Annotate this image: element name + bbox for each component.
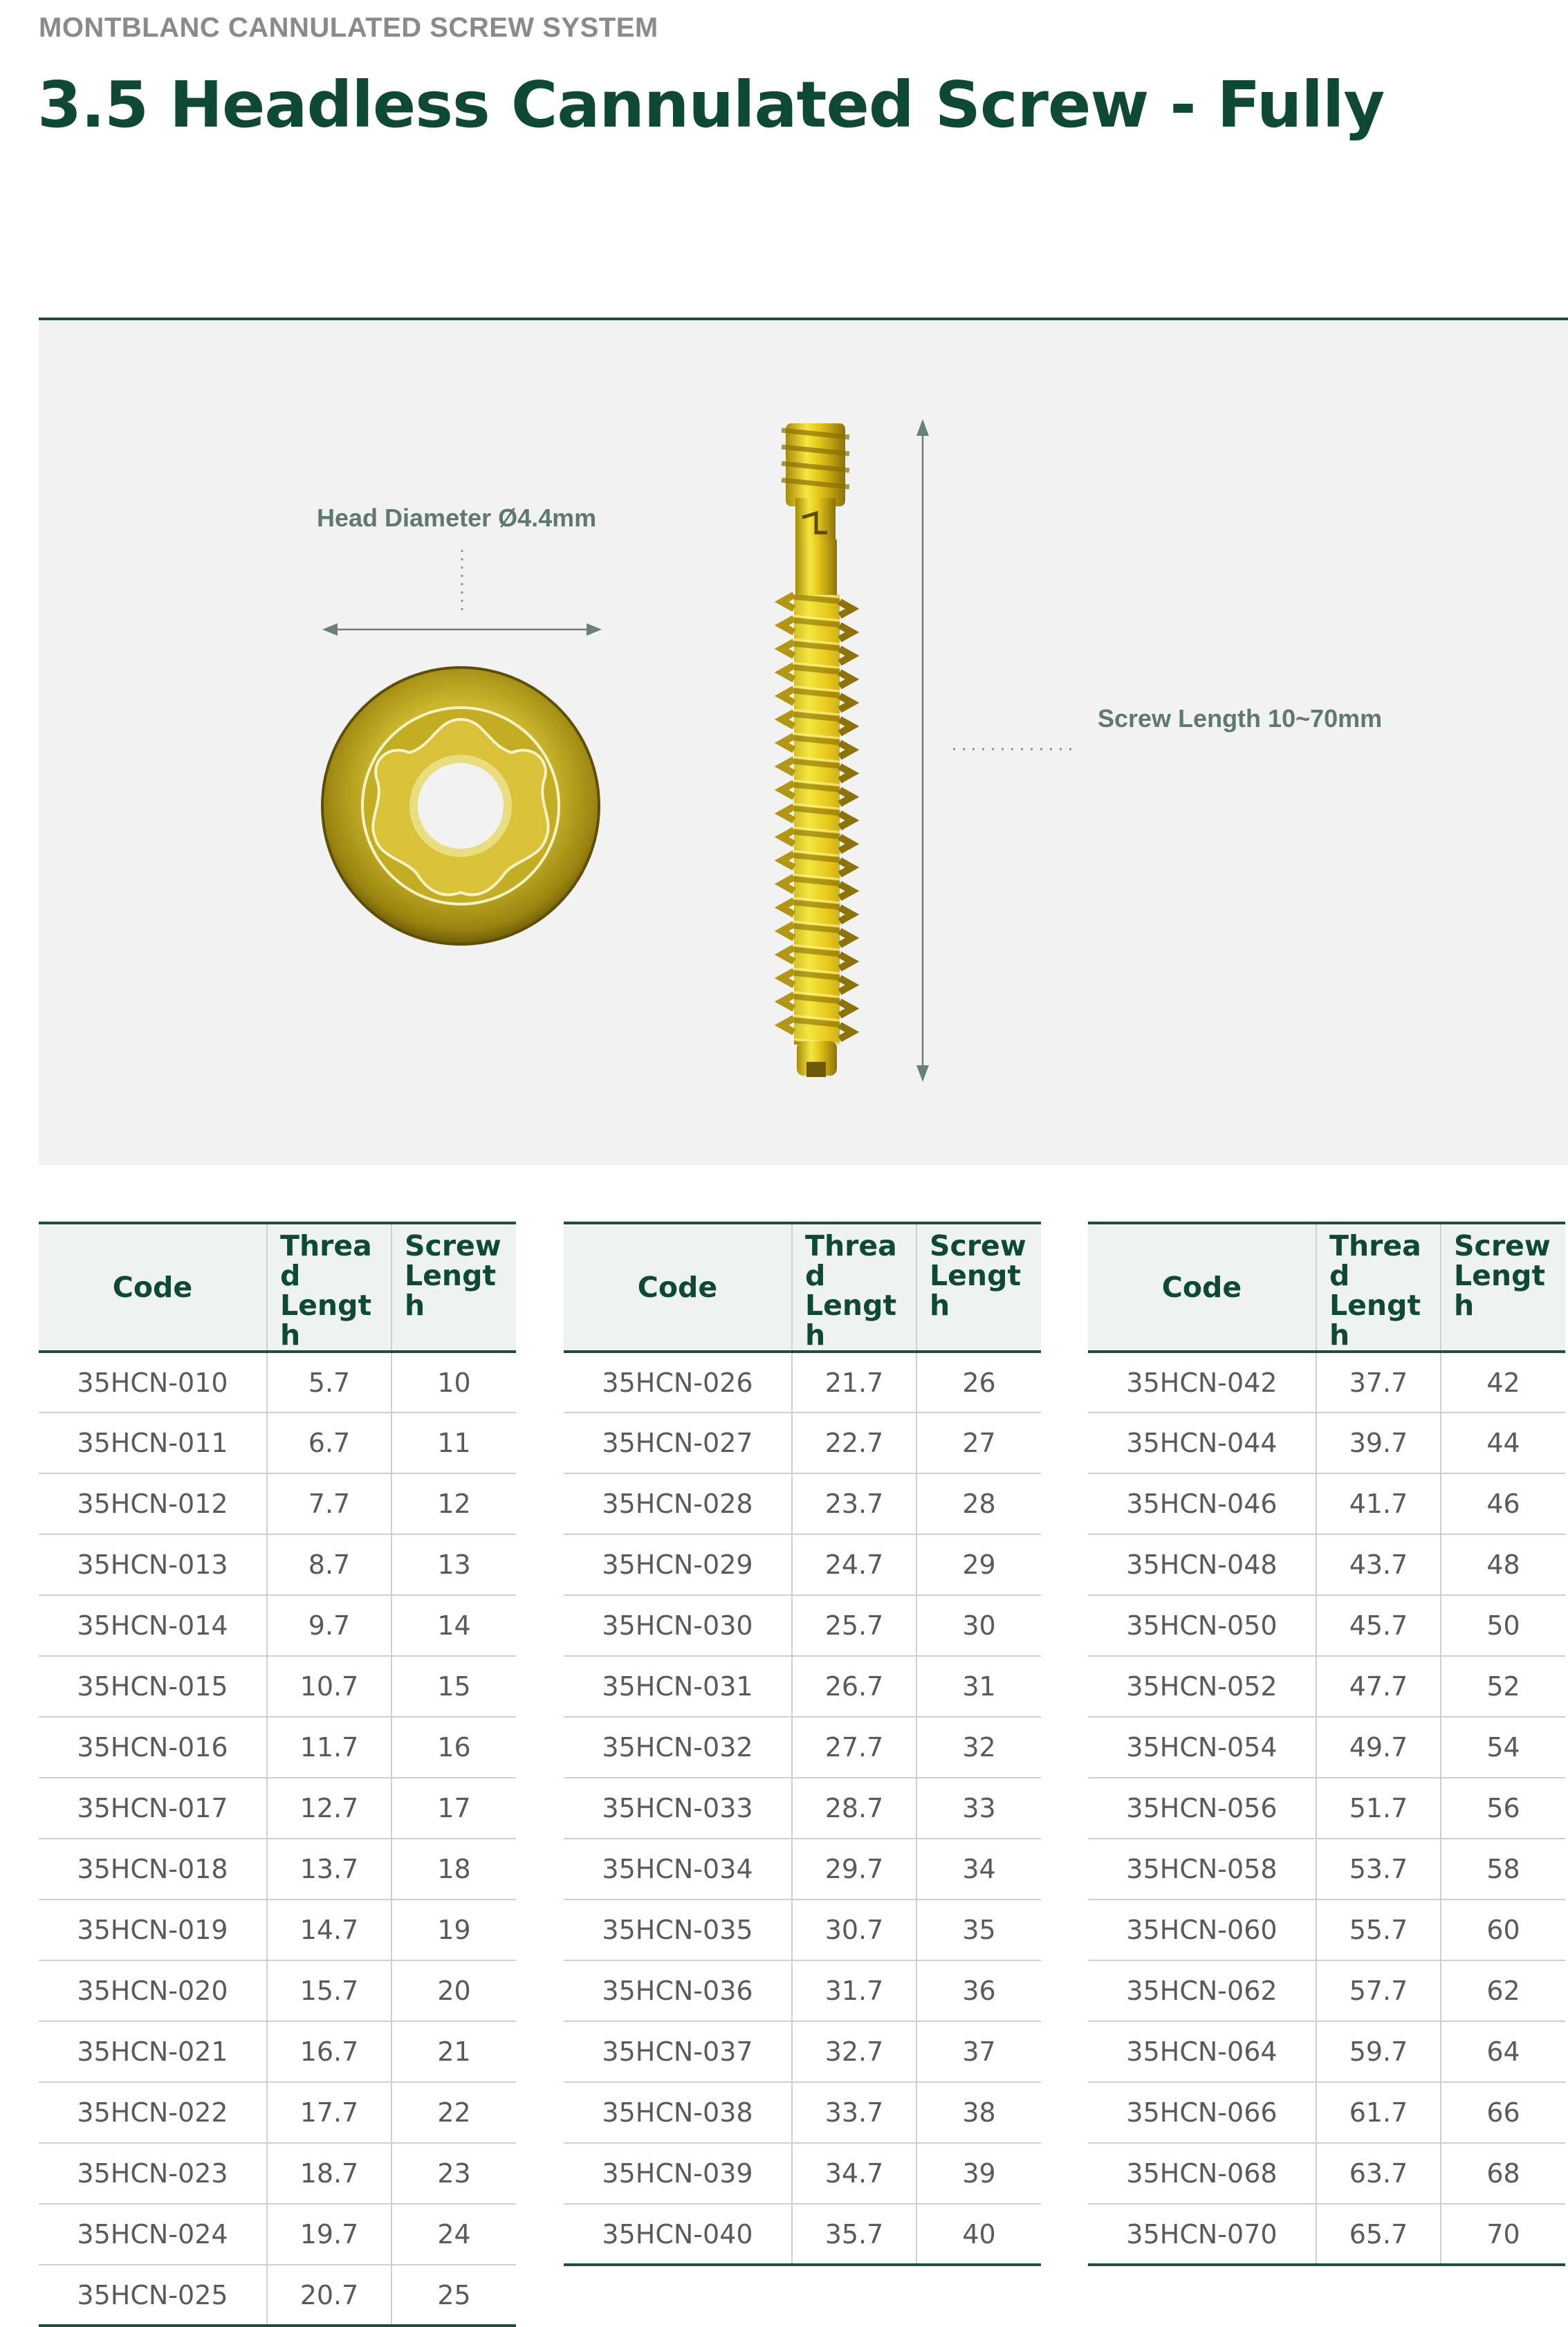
cell-screw-length: 28 xyxy=(916,1473,1041,1534)
table-row xyxy=(39,1534,516,1595)
size-table-1 xyxy=(39,1222,516,2327)
cell-code: 35HCN-066 xyxy=(1088,2082,1316,2143)
cell-thread-length: 61.7 xyxy=(1316,2082,1441,2143)
table-row xyxy=(39,2143,516,2204)
cell-code: 35HCN-027 xyxy=(564,1413,792,1473)
size-table-3 xyxy=(1088,1222,1565,2266)
cell-thread-length: 18.7 xyxy=(267,2143,391,2204)
cell-screw-length: 15 xyxy=(391,1656,516,1717)
cell-code: 35HCN-023 xyxy=(39,2143,267,2204)
table-row xyxy=(1088,1778,1565,1839)
table-row xyxy=(39,1839,516,1900)
cell-screw-length: 44 xyxy=(1441,1413,1565,1473)
cell-thread-length: 20.7 xyxy=(267,2265,391,2326)
cell-screw-length: 34 xyxy=(916,1839,1041,1900)
column-header-thread-length: Threa d Lengt h xyxy=(1316,1223,1441,1352)
cell-thread-length: 59.7 xyxy=(1316,2021,1441,2082)
cell-code: 35HCN-058 xyxy=(1088,1839,1316,1900)
cell-thread-length: 53.7 xyxy=(1316,1839,1441,1900)
table-row xyxy=(564,1717,1041,1778)
table-row xyxy=(564,1473,1041,1534)
cell-screw-length: 68 xyxy=(1441,2143,1565,2204)
cell-thread-length: 41.7 xyxy=(1316,1473,1441,1534)
cell-thread-length: 6.7 xyxy=(267,1413,391,1473)
table-row xyxy=(39,1473,516,1534)
cell-code: 35HCN-021 xyxy=(39,2021,267,2082)
table-row xyxy=(564,1352,1041,1413)
column-header-code: Code xyxy=(39,1223,267,1352)
cell-screw-length: 32 xyxy=(916,1717,1041,1778)
cell-screw-length: 26 xyxy=(916,1352,1041,1413)
cell-thread-length: 14.7 xyxy=(267,1900,391,1960)
cell-screw-length: 42 xyxy=(1441,1352,1565,1413)
cell-screw-length: 10 xyxy=(391,1352,516,1413)
cell-code: 35HCN-030 xyxy=(564,1595,792,1656)
cell-screw-length: 66 xyxy=(1441,2082,1565,2143)
head-diameter-dimension xyxy=(322,550,602,636)
column-header-screw-length: Screw Lengt h xyxy=(916,1223,1041,1352)
cell-code: 35HCN-040 xyxy=(564,2204,792,2265)
cell-thread-length: 10.7 xyxy=(267,1656,391,1717)
cell-code: 35HCN-060 xyxy=(1088,1900,1316,1960)
column-header-thread-length: Threa d Lengt h xyxy=(267,1223,391,1352)
cell-thread-length: 13.7 xyxy=(267,1839,391,1900)
cell-screw-length: 56 xyxy=(1441,1778,1565,1839)
cell-screw-length: 22 xyxy=(391,2082,516,2143)
cell-thread-length: 28.7 xyxy=(792,1778,916,1839)
cell-screw-length: 30 xyxy=(916,1595,1041,1656)
table-row xyxy=(1088,2204,1565,2265)
cell-thread-length: 15.7 xyxy=(267,1960,391,2021)
cell-thread-length: 32.7 xyxy=(792,2021,916,2082)
cell-code: 35HCN-062 xyxy=(1088,1960,1316,2021)
column-header-screw-length: Screw Lengt h xyxy=(391,1223,516,1352)
table-row xyxy=(1088,1473,1565,1534)
table-row xyxy=(1088,1352,1565,1413)
table-row xyxy=(564,2021,1041,2082)
table-row xyxy=(564,1900,1041,1960)
table-row xyxy=(564,1595,1041,1656)
cell-screw-length: 19 xyxy=(391,1900,516,1960)
cell-thread-length: 57.7 xyxy=(1316,1960,1441,2021)
table-row xyxy=(564,2082,1041,2143)
cell-code: 35HCN-033 xyxy=(564,1778,792,1839)
table-row xyxy=(39,1900,516,1960)
table-row xyxy=(39,1352,516,1413)
cell-code: 35HCN-034 xyxy=(564,1839,792,1900)
screw-length-label: Screw Length 10~70mm xyxy=(1098,704,1383,733)
cell-screw-length: 27 xyxy=(916,1413,1041,1473)
table-row xyxy=(564,1839,1041,1900)
table-row xyxy=(564,1960,1041,2021)
table-row xyxy=(39,1413,516,1473)
cell-screw-length: 13 xyxy=(391,1534,516,1595)
cell-screw-length: 17 xyxy=(391,1778,516,1839)
cell-thread-length: 26.7 xyxy=(792,1656,916,1717)
cell-thread-length: 19.7 xyxy=(267,2204,391,2265)
cell-screw-length: 52 xyxy=(1441,1656,1565,1717)
table-row xyxy=(1088,1413,1565,1473)
cell-code: 35HCN-015 xyxy=(39,1656,267,1717)
table-row xyxy=(1088,2143,1565,2204)
cell-code: 35HCN-013 xyxy=(39,1534,267,1595)
cell-screw-length: 40 xyxy=(916,2204,1041,2265)
cell-thread-length: 24.7 xyxy=(792,1534,916,1595)
table-header-row xyxy=(39,1223,516,1352)
cell-code: 35HCN-031 xyxy=(564,1656,792,1717)
column-header-thread-length: Threa d Lengt h xyxy=(792,1223,916,1352)
cell-code: 35HCN-012 xyxy=(39,1473,267,1534)
cell-thread-length: 39.7 xyxy=(1316,1413,1441,1473)
table-row xyxy=(1088,1839,1565,1900)
table-row xyxy=(39,2204,516,2265)
cell-code: 35HCN-046 xyxy=(1088,1473,1316,1534)
table-row xyxy=(39,2265,516,2326)
cell-thread-length: 34.7 xyxy=(792,2143,916,2204)
brand-label: MONTBLANC CANNULATED SCREW SYSTEM xyxy=(39,12,658,43)
cell-thread-length: 47.7 xyxy=(1316,1656,1441,1717)
cell-thread-length: 29.7 xyxy=(792,1839,916,1900)
cell-code: 35HCN-019 xyxy=(39,1900,267,1960)
table-row xyxy=(564,1413,1041,1473)
cell-thread-length: 49.7 xyxy=(1316,1717,1441,1778)
table-row xyxy=(564,2204,1041,2265)
cell-code: 35HCN-011 xyxy=(39,1413,267,1473)
table-row xyxy=(1088,1900,1565,1960)
size-table-2 xyxy=(564,1222,1041,2266)
table-row xyxy=(39,1778,516,1839)
table-row xyxy=(1088,2021,1565,2082)
cell-screw-length: 39 xyxy=(916,2143,1041,2204)
table-row xyxy=(1088,1534,1565,1595)
cell-thread-length: 51.7 xyxy=(1316,1778,1441,1839)
cell-code: 35HCN-050 xyxy=(1088,1595,1316,1656)
column-header-screw-length: Screw Lengt h xyxy=(1441,1223,1565,1352)
cell-screw-length: 35 xyxy=(916,1900,1041,1960)
table-row xyxy=(1088,2082,1565,2143)
cell-thread-length: 7.7 xyxy=(267,1473,391,1534)
cell-code: 35HCN-048 xyxy=(1088,1534,1316,1595)
cell-screw-length: 36 xyxy=(916,1960,1041,2021)
cell-screw-length: 23 xyxy=(391,2143,516,2204)
cell-thread-length: 22.7 xyxy=(792,1413,916,1473)
cell-screw-length: 70 xyxy=(1441,2204,1565,2265)
cell-screw-length: 46 xyxy=(1441,1473,1565,1534)
cell-code: 35HCN-018 xyxy=(39,1839,267,1900)
cell-thread-length: 12.7 xyxy=(267,1778,391,1839)
cell-code: 35HCN-032 xyxy=(564,1717,792,1778)
cell-code: 35HCN-025 xyxy=(39,2265,267,2326)
cell-code: 35HCN-042 xyxy=(1088,1352,1316,1413)
cell-code: 35HCN-022 xyxy=(39,2082,267,2143)
cell-thread-length: 25.7 xyxy=(792,1595,916,1656)
cell-screw-length: 60 xyxy=(1441,1900,1565,1960)
table-header-row xyxy=(564,1223,1041,1352)
cell-code: 35HCN-039 xyxy=(564,2143,792,2204)
cell-thread-length: 63.7 xyxy=(1316,2143,1441,2204)
table-row xyxy=(564,1656,1041,1717)
cell-screw-length: 50 xyxy=(1441,1595,1565,1656)
cell-thread-length: 45.7 xyxy=(1316,1595,1441,1656)
table-row xyxy=(564,1534,1041,1595)
table-row xyxy=(1088,1595,1565,1656)
cell-thread-length: 17.7 xyxy=(267,2082,391,2143)
cell-screw-length: 62 xyxy=(1441,1960,1565,2021)
cell-code: 35HCN-010 xyxy=(39,1352,267,1413)
cell-thread-length: 11.7 xyxy=(267,1717,391,1778)
screw-side-view xyxy=(782,423,852,1077)
table-row xyxy=(39,1595,516,1656)
cell-thread-length: 65.7 xyxy=(1316,2204,1441,2265)
cell-code: 35HCN-017 xyxy=(39,1778,267,1839)
cell-code: 35HCN-070 xyxy=(1088,2204,1316,2265)
cell-screw-length: 29 xyxy=(916,1534,1041,1595)
cell-code: 35HCN-054 xyxy=(1088,1717,1316,1778)
head-diameter-label: Head Diameter Ø4.4mm xyxy=(317,504,597,532)
cell-code: 35HCN-064 xyxy=(1088,2021,1316,2082)
cell-screw-length: 48 xyxy=(1441,1534,1565,1595)
cell-screw-length: 11 xyxy=(391,1413,516,1473)
cell-screw-length: 38 xyxy=(916,2082,1041,2143)
table-row xyxy=(39,2082,516,2143)
cell-thread-length: 31.7 xyxy=(792,1960,916,2021)
cell-screw-length: 20 xyxy=(391,1960,516,2021)
table-row xyxy=(564,1778,1041,1839)
table-row xyxy=(39,2021,516,2082)
cell-code: 35HCN-044 xyxy=(1088,1413,1316,1473)
table-header-row xyxy=(1088,1223,1565,1352)
cell-code: 35HCN-056 xyxy=(1088,1778,1316,1839)
cell-code: 35HCN-028 xyxy=(564,1473,792,1534)
cell-code: 35HCN-037 xyxy=(564,2021,792,2082)
cell-code: 35HCN-052 xyxy=(1088,1656,1316,1717)
cell-thread-length: 16.7 xyxy=(267,2021,391,2082)
cell-code: 35HCN-024 xyxy=(39,2204,267,2265)
cell-screw-length: 12 xyxy=(391,1473,516,1534)
cell-screw-length: 18 xyxy=(391,1839,516,1900)
screw-head-top-view xyxy=(322,668,599,944)
cell-screw-length: 37 xyxy=(916,2021,1041,2082)
cell-thread-length: 37.7 xyxy=(1316,1352,1441,1413)
cell-screw-length: 25 xyxy=(391,2265,516,2326)
table-row xyxy=(564,2143,1041,2204)
cell-thread-length: 5.7 xyxy=(267,1352,391,1413)
cell-screw-length: 31 xyxy=(916,1656,1041,1717)
table-row xyxy=(39,1960,516,2021)
table-row xyxy=(1088,1656,1565,1717)
table-row xyxy=(39,1717,516,1778)
cell-thread-length: 27.7 xyxy=(792,1717,916,1778)
cell-thread-length: 9.7 xyxy=(267,1595,391,1656)
cell-screw-length: 33 xyxy=(916,1778,1041,1839)
cell-screw-length: 58 xyxy=(1441,1839,1565,1900)
cell-thread-length: 33.7 xyxy=(792,2082,916,2143)
cell-thread-length: 8.7 xyxy=(267,1534,391,1595)
column-header-code: Code xyxy=(1088,1223,1316,1352)
table-row xyxy=(1088,1960,1565,2021)
cell-screw-length: 64 xyxy=(1441,2021,1565,2082)
screw-length-dimension xyxy=(916,419,1072,1082)
cell-code: 35HCN-036 xyxy=(564,1960,792,2021)
cell-code: 35HCN-026 xyxy=(564,1352,792,1413)
table-row xyxy=(39,1656,516,1717)
table-row xyxy=(1088,1717,1565,1778)
cell-code: 35HCN-029 xyxy=(564,1534,792,1595)
cell-thread-length: 35.7 xyxy=(792,2204,916,2265)
cell-thread-length: 30.7 xyxy=(792,1900,916,1960)
page-title: 3.5 Headless Cannulated Screw - Fully xyxy=(37,68,1385,142)
cell-code: 35HCN-038 xyxy=(564,2082,792,2143)
cell-code: 35HCN-035 xyxy=(564,1900,792,1960)
cell-code: 35HCN-020 xyxy=(39,1960,267,2021)
cell-thread-length: 43.7 xyxy=(1316,1534,1441,1595)
cell-thread-length: 21.7 xyxy=(792,1352,916,1413)
cell-screw-length: 16 xyxy=(391,1717,516,1778)
cell-code: 35HCN-014 xyxy=(39,1595,267,1656)
cell-code: 35HCN-016 xyxy=(39,1717,267,1778)
cell-code: 35HCN-068 xyxy=(1088,2143,1316,2204)
cell-screw-length: 14 xyxy=(391,1595,516,1656)
column-header-code: Code xyxy=(564,1223,792,1352)
cell-screw-length: 21 xyxy=(391,2021,516,2082)
cell-screw-length: 24 xyxy=(391,2204,516,2265)
cell-screw-length: 54 xyxy=(1441,1717,1565,1778)
cell-thread-length: 23.7 xyxy=(792,1473,916,1534)
cell-thread-length: 55.7 xyxy=(1316,1900,1441,1960)
